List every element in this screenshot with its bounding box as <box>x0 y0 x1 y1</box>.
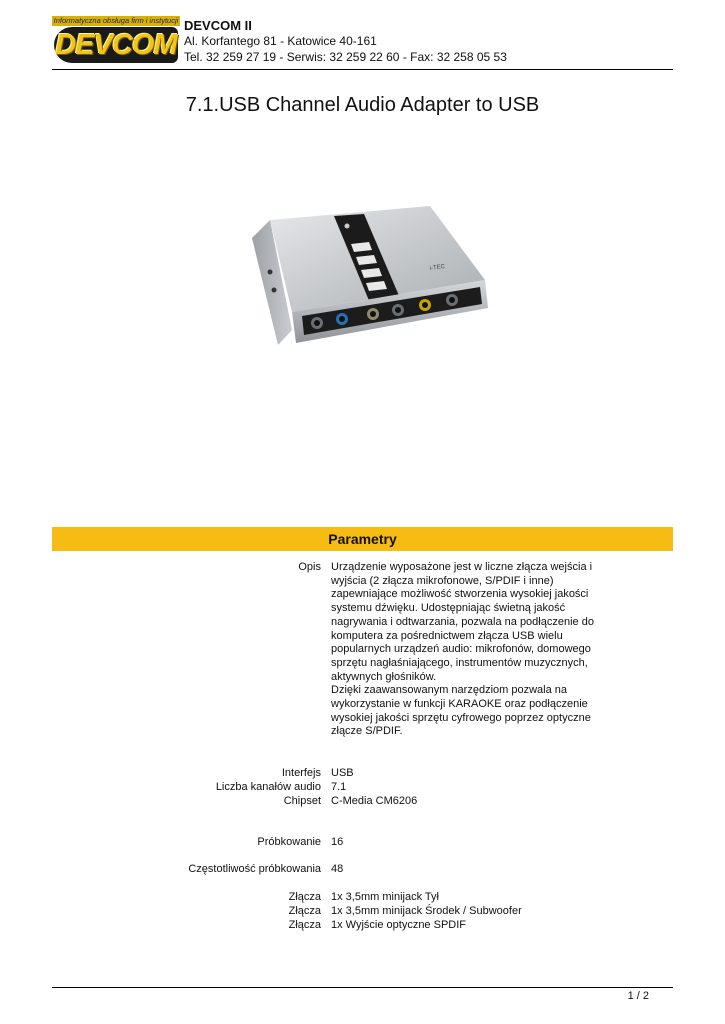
company-logo <box>52 16 180 64</box>
description-line: Urządzenie wyposażone jest w liczne złącza wejścia i <box>331 561 593 573</box>
spec-label-connector: Złącza <box>288 891 321 903</box>
description-line: wysokiej jakości sprzętu cyfrowego poprzez optyczne <box>331 711 591 724</box>
spec-value-connector: 1x 3,5mm minijack Tył <box>331 891 439 903</box>
audio-jack-icon <box>311 317 323 329</box>
company-address: Al. Korfantego 81 - Katowice 40-161 <box>184 34 377 48</box>
spec-value-connector: 1x 3,5mm minijack Środek / Subwoofer <box>331 905 522 917</box>
description-line: aktywnych głośników. <box>331 670 437 683</box>
description-line: komputera za pośrednictwem złącza USB wielu <box>331 629 563 642</box>
spec-label-sampling: Próbkowanie <box>257 836 321 848</box>
description-line: nagrywania i odtwarzania, pozwala na podłączenie do <box>331 615 594 628</box>
spec-label-chipset: Chipset <box>283 795 321 807</box>
header-divider <box>52 69 673 70</box>
spec-label-channels: Liczba kanałów audio <box>215 781 321 793</box>
side-jack-icon <box>268 270 273 275</box>
description-line: zapewniające możliwość stworzenia wysokiej jakości <box>331 588 589 601</box>
product-image <box>230 140 500 420</box>
spec-value-connector: 1x Wyjście optyczne SPDIF <box>331 919 466 931</box>
side-jack-icon <box>272 288 277 293</box>
spec-value-sampling: 16 <box>331 836 344 848</box>
description-line: Dzięki zaawansowanym narzędziom pozwala na <box>331 684 568 697</box>
company-contact: Tel. 32 259 27 19 - Serwis: 32 259 22 60 - Fax: 32 258 05 53 <box>184 50 507 64</box>
spec-label-interface: Interfejs <box>281 767 321 779</box>
logo-tagline: Informatyczna obsługa firm i instytucji <box>53 16 179 25</box>
spec-label-connector: Złącza <box>288 905 321 917</box>
spec-value-interface: USB <box>331 767 354 779</box>
audio-jack-icon <box>419 299 431 311</box>
company-name: DEVCOM II <box>184 18 252 33</box>
logo-text: DEVCOM <box>55 29 177 61</box>
description-line: systemu dźwięku. Udostępniając świetną jakość <box>331 602 566 615</box>
spec-label-sample-rate: Częstotliwość próbkowania <box>188 863 321 875</box>
description-line: popularnych urządzeń audio: mikrofonów, domowego <box>331 643 591 656</box>
audio-jack-icon <box>392 304 404 316</box>
audio-jack-icon <box>446 294 458 306</box>
spec-label-description: Opis <box>298 561 321 573</box>
brand-label: i-TEC <box>429 263 446 272</box>
description-line: sprzętu nagłaśniającego, instrumentów muzycznych, <box>331 656 588 669</box>
footer-divider <box>52 987 673 988</box>
spec-value-channels: 7.1 <box>331 781 347 793</box>
spec-label-connector: Złącza <box>288 919 321 931</box>
spec-value-description <box>331 561 601 739</box>
page-number: 1 / 2 <box>627 990 649 1002</box>
page-title: 7.1.USB Channel Audio Adapter to USB <box>185 94 540 116</box>
logo-wordmark <box>54 27 178 63</box>
spec-value-sample-rate: 48 <box>331 863 344 875</box>
section-header: Parametry <box>52 527 673 551</box>
description-line: złącze S/PDIF. <box>331 725 403 738</box>
audio-jack-icon <box>336 313 348 325</box>
description-line: wykorzystanie w funkcji KARAOKE oraz podłączenie <box>331 698 588 711</box>
audio-jack-icon <box>367 308 379 320</box>
spec-value-chipset: C-Media CM6206 <box>331 795 418 807</box>
company-info <box>184 18 507 65</box>
description-line: wyjścia (2 złącza mikrofonowe, S/PDIF i inne) <box>331 574 554 587</box>
led-indicator-icon <box>345 224 350 229</box>
